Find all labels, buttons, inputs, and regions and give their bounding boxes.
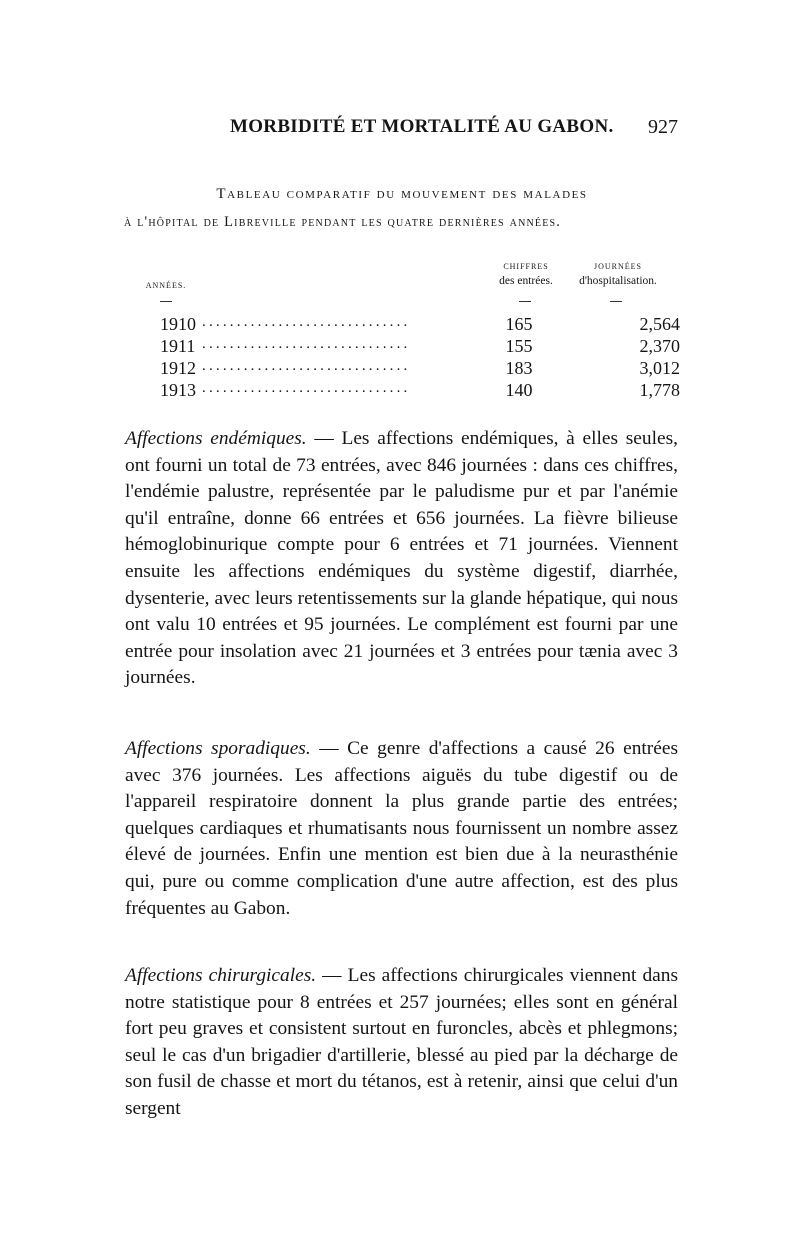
- paragraph-sporadic: [125, 736, 678, 922]
- header-rule-years: [160, 301, 172, 302]
- row-days: 2,564: [639, 314, 680, 334]
- column-header-entries-top: CHIFFRES: [503, 262, 549, 271]
- page-number: 927: [648, 116, 678, 138]
- table-title-line-1: Tableau comparatif du mouvement des malades: [216, 186, 588, 202]
- paragraph-surgical-lead: Affections chirurgicales.: [125, 965, 317, 986]
- table-row: [160, 314, 680, 336]
- column-header-years: ANNÉES.: [145, 281, 187, 290]
- leader-dots: ..............................: [202, 380, 411, 396]
- row-year: 1911: [160, 336, 196, 356]
- column-header-entries-bottom: des entrées.: [499, 275, 553, 287]
- header-rule-entries: [519, 301, 531, 302]
- paragraph-sporadic-lead: Affections sporadiques.: [125, 738, 311, 759]
- header-rule-days: [610, 301, 622, 302]
- paragraph-surgical: [125, 963, 678, 1123]
- column-header-days: [560, 260, 676, 288]
- row-entries: 155: [505, 336, 533, 356]
- row-days: 3,012: [639, 358, 680, 378]
- table-row: [160, 380, 680, 402]
- row-days: 1,778: [639, 380, 680, 400]
- row-year: 1912: [160, 358, 196, 378]
- paragraph-endemic: [125, 426, 678, 692]
- paragraph-endemic-text: — Les affections endémiques, à elles seules, ont fourni un total de 73 entrées, avec 846 journées : dans ces chiffres, l'endémie palustre, représentée par le paludisme pur et par l'anémie qu'il entraîne, donne 66 entrées et 656 journées. La fièvre bilieuse hémoglobinurique compte pour 6 entrées et 71 journées. Viennent ensuite les affections endémiques du système digestif, diarrhée, dysenterie, avec leurs retentissements sur la glande hépatique, qui nous ont valu 10 entrées et 95 journées. Le complément est fourni par une entrée pour insolation avec 21 journées et 3 entrées pour tænia avec 3 journées.: [125, 428, 678, 689]
- table-row: [160, 358, 680, 380]
- column-header-days-bottom: d'hospitalisation.: [579, 275, 657, 287]
- leader-dots: ..............................: [202, 336, 411, 352]
- column-header-entries: [486, 260, 566, 288]
- row-year: 1913: [160, 380, 196, 400]
- leader-dots: ..............................: [202, 358, 411, 374]
- leader-dots: ..............................: [202, 314, 411, 330]
- column-header-days-top: JOURNÉES: [593, 262, 642, 271]
- table-title-line-2: à l'hôpital de Libreville pendant les quatre dernières années.: [124, 214, 562, 230]
- running-head: [126, 116, 678, 146]
- row-entries: 183: [505, 358, 533, 378]
- table-row: [160, 336, 680, 358]
- paragraph-sporadic-text: — Ce genre d'affections a causé 26 entrées avec 376 journées. Les affections aiguës du tube digestif ou de l'appareil respiratoire donnent la plus grande partie des entrées; quelques cardiaques et rhumatisants nous fournissent un nombre assez élevé de journées. Enfin une mention est bien due à la neurasthénie qui, pure ou comme complication d'une autre affection, est des plus fréquentes au Gabon.: [125, 738, 678, 919]
- row-entries: 165: [505, 314, 533, 334]
- row-year: 1910: [160, 314, 196, 334]
- paragraph-endemic-lead: Affections endémiques.: [125, 428, 307, 449]
- row-days: 2,370: [639, 336, 680, 356]
- row-entries: 140: [505, 380, 533, 400]
- running-title: MORBIDITÉ ET MORTALITÉ AU GABON.: [230, 116, 614, 137]
- paragraph-surgical-text: — Les affections chirurgicales viennent dans notre statistique pour 8 entrées et 257 journées; elles sont en général fort peu graves et consistent surtout en furoncles, abcès et phlegmons; seul le cas d'un brigadier d'artillerie, blessé au pied par la décharge de son fusil de chasse et mort du tétanos, est à retenir, ainsi que celui d'un sergent: [125, 965, 678, 1119]
